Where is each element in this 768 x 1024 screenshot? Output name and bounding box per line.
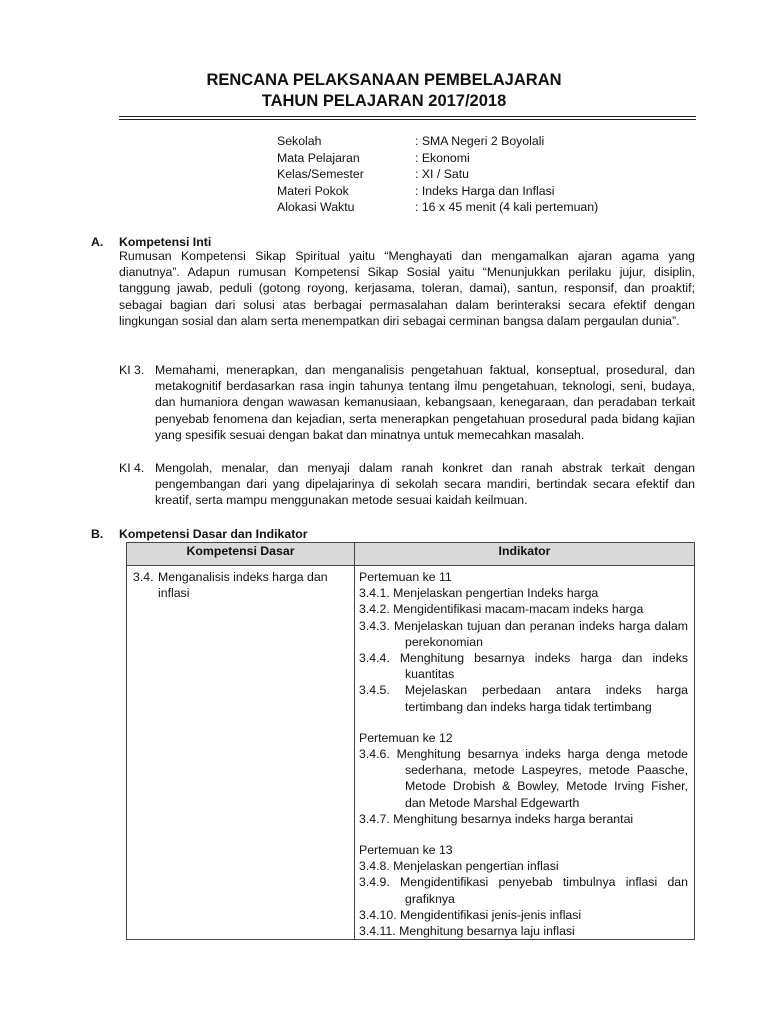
info-block <box>277 133 598 216</box>
info-row-materi: Materi Pokok : Indeks Harga dan Inflasi <box>277 183 555 198</box>
col-header-kd: Kompetensi Dasar <box>127 543 355 566</box>
ki3-text: Memahami, menerapkan, dan menganalisis pengetahuan faktual, konseptual, prosedural, dan metakognitif berdasarkan rasa ingin tahunya tentang ilmu pengetahuan, teknologi, seni, budaya, dan humaniora dengan wawasan kemanusiaan, kebangsaan, kenegaraan, dan peradaban terkait penyebab fenomena dan kejadian, serta menerapkan pengetahuan prosedural pada bidang kajian yang spesifik sesuai dengan bakat dan minatnya untuk memecahkan masalah. <box>155 363 695 442</box>
kd-indicator-table <box>126 542 695 940</box>
indicator-343: 3.4.3. Menjelaskan tujuan dan peranan indeks harga dalam perekonomian <box>359 618 688 649</box>
ki3-label: KI 3. <box>119 363 145 377</box>
ki4-label: KI 4. <box>119 461 145 475</box>
indicator-349: 3.4.9. Mengidentifikasi penyebab timbulnya inflasi dan grafiknya <box>359 875 688 906</box>
meeting-12-heading: Pertemuan ke 12 <box>359 730 453 745</box>
doc-title-line2: TAHUN PELAJARAN 2017/2018 <box>261 92 507 110</box>
title-rule-thin <box>119 119 696 120</box>
section-b-letter: B. <box>91 527 104 541</box>
meeting-11-heading: Pertemuan ke 11 <box>359 570 452 584</box>
indicator-347: 3.4.7. Menghitung besarnya indeks harga berantai <box>359 811 634 826</box>
table-header-row <box>127 543 695 566</box>
col-header-indikator: Indikator <box>355 543 695 566</box>
info-row-mapel: Mata Pelajaran : Ekonomi <box>277 150 470 165</box>
indicator-346: 3.4.6. Menghitung besarnya indeks harga denga metode sederhana, metode Laspeyres, metode Paasche, Metode Drobish & Bowley, Metode Irving Fisher, dan Metode Marshal Edgewarth <box>359 747 688 810</box>
info-row-sekolah: Sekolah : SMA Negeri 2 Boyolali <box>277 134 545 148</box>
doc-title-line1: RENCANA PELAKSANAAN PEMBELAJARAN <box>206 71 562 89</box>
indicator-3411: 3.4.11. Menghitung besarnya laju inflasi <box>359 924 575 939</box>
kd-number: 3.4. <box>133 570 154 584</box>
info-row-kelas: Kelas/Semester : XI / Satu <box>277 167 469 182</box>
section-a-title: Kompetensi Inti <box>119 235 212 249</box>
indicator-342: 3.4.2. Mengidentifikasi macam-macam indeks harga <box>359 602 644 617</box>
kd-cell <box>127 566 355 940</box>
indicator-341: 3.4.1. Menjelaskan pengertian Indeks harga <box>359 586 599 601</box>
indicator-cell <box>355 566 695 940</box>
section-a-letter: A. <box>91 235 104 249</box>
ki4-text: Mengolah, menalar, dan menyaji dalam ranah konkret dan ranah abstrak terkait dengan pengembangan dari yang dipelajarinya di sekolah secara mandiri, bertindak secara efektif dan kreatif, serta mampu menggunakan metode sesuai kaidah keilmuan. <box>155 461 695 508</box>
indicator-348: 3.4.8. Menjelaskan pengertian inflasi <box>359 859 559 874</box>
table-row <box>127 566 695 940</box>
kd-text: Menganalisis indeks harga dan inflasi <box>158 570 328 601</box>
info-row-alokasi: Alokasi Waktu : 16 x 45 menit (4 kali pertemuan) <box>277 200 599 215</box>
kd-item <box>133 569 349 601</box>
section-b-title: Kompetensi Dasar dan Indikator <box>119 527 308 541</box>
title-rule-thick <box>119 116 696 117</box>
ki-intro-paragraph: Rumusan Kompetensi Sikap Spiritual yaitu “Menghayati dan mengamalkan ajaran agama yang dianutnya”. Adapun rumusan Kompetensi Sikap Sosial yaitu “Menunjukkan perilaku jujur, disiplin, tanggung jawab, peduli (gotong royong, kerjasama, toleran, damai), santun, responsif, dan proaktif; sebagai bagian dari solusi atas berbagai permasalahan dalam berinteraksi secara efektif dengan lingkungan sosial dan alam serta menempatkan diri sebagai cerminan bangsa dalam pergaulan dunia”. <box>119 249 695 328</box>
meeting-13-heading: Pertemuan ke 13 <box>359 843 453 858</box>
indicator-344: 3.4.4. Menghitung besarnya indeks harga dan indeks kuantitas <box>359 651 688 682</box>
indicator-3410: 3.4.10. Mengidentifikasi jenis-jenis inflasi <box>359 907 582 922</box>
indicator-345: 3.4.5. Mejelaskan perbedaan antara indeks harga tertimbang dan indeks harga tidak tertimbang <box>359 683 688 714</box>
